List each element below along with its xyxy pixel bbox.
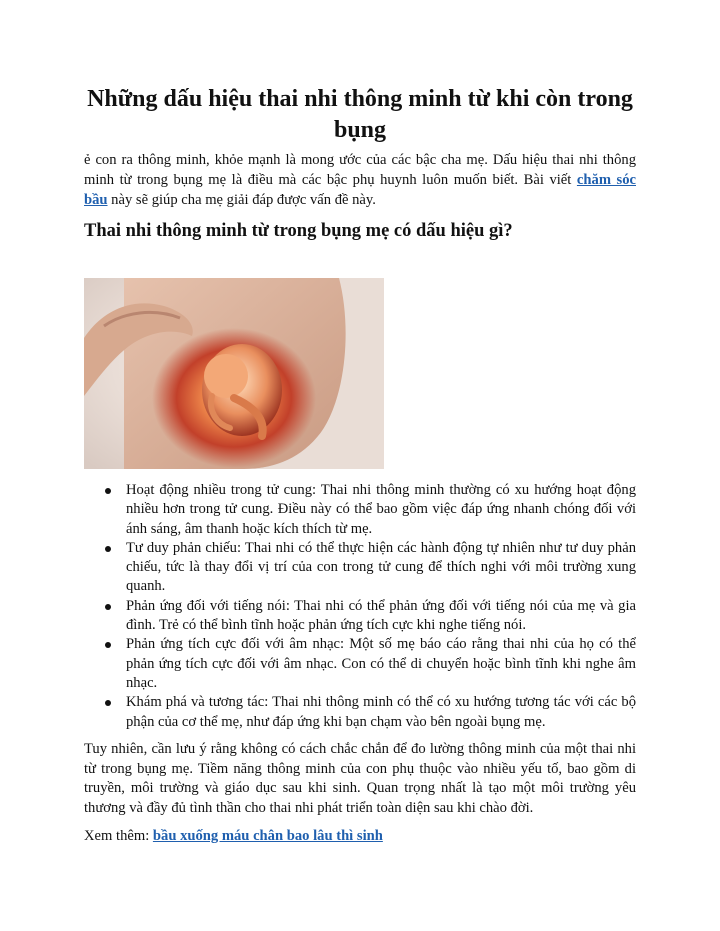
see-more-label: Xem thêm: (84, 828, 153, 844)
bullet-icon (105, 488, 111, 494)
intro-line-3 (84, 190, 636, 210)
cham-soc-link[interactable]: chăm sóc (576, 172, 636, 188)
list-item-text: Phản ứng đối với tiếng nói: Thai nhi có thể phản ứng đối với tiếng nói của mẹ và gia đình. Trẻ có thể bình tĩnh hoặc phản ứng tích cực khi nghe tiếng nói. (126, 597, 636, 634)
intro-paragraph (84, 150, 636, 210)
bau-link[interactable]: bầu (84, 192, 108, 208)
see-more-line (84, 826, 636, 846)
bullet-icon (105, 700, 111, 706)
list-item-text: Phản ứng tích cực đối với âm nhạc: Một số mẹ báo cáo rằng thai nhi của họ có thể phản ứng tích cực đối với âm nhạc. Con có thể di chuyển hoặc bình tĩnh khi nghe âm nhạc. (126, 636, 636, 691)
intro-line-2-text: minh từ trong bụng mẹ là điều mà các bậc phụ huynh luôn muốn biết. Bài viết (84, 172, 577, 188)
conclusion-paragraph: Tuy nhiên, cần lưu ý rằng không có cách chắc chắn để đo lường thông minh của một thai nhi từ trong bụng mẹ. Tiềm năng thông minh của con phụ thuộc vào nhiều yếu tố, bao gồm di truyền, môi trường và giáo dục sau khi sinh. Quan trọng nhất là tạo một môi trường yêu thương và đầy đủ tình thần cho thai nhi phát triển toàn diện sau khi chào đời. (84, 741, 636, 816)
intro-line-2 (84, 170, 636, 190)
page-title: Những dấu hiệu thai nhi thông minh từ khi còn trong bụng (87, 86, 633, 143)
intro-line-1: ẻ con ra thông minh, khỏe mạnh là mong ước của các bậc cha mẹ. Dấu hiệu thai nhi thông (84, 152, 636, 168)
list-item-text: Khám phá và tương tác: Thai nhi thông minh có thể có xu hướng tương tác với các bộ phận của cơ thể mẹ, như đáp ứng khi bạn chạm vào bên ngoài bụng mẹ. (126, 694, 636, 730)
list-item (84, 597, 636, 636)
see-more-link[interactable]: bầu xuống máu chân bao lâu thì sinh (152, 828, 383, 844)
list-item (84, 635, 636, 693)
intro-line-3-text: này sẽ giúp cha mẹ giải đáp được vấn đề này. (107, 192, 376, 208)
list-item (84, 693, 636, 732)
sign-list (84, 481, 636, 732)
bullet-icon (105, 546, 111, 552)
bullet-icon (105, 604, 111, 610)
list-item-text: Hoạt động nhiều trong tử cung: Thai nhi thông minh thường có xu hướng hoạt động nhiều hơn trong tử cung. Điều này có thể bao gồm việc đáp ứng nhanh chóng đối với ánh sáng, âm thanh hoặc kích thích từ mẹ. (126, 482, 636, 537)
list-item-text: Tư duy phản chiếu: Thai nhi có thể thực hiện các hành động tự nhiên như tư duy phản chiếu, tức là thay đổi vị trí của con trong tử cung để thích nghi với môi trường xung quanh. (126, 539, 636, 595)
list-item (84, 481, 636, 539)
section-heading: Thai nhi thông minh từ trong bụng mẹ có dấu hiệu gì? (84, 221, 513, 241)
list-item (84, 539, 636, 597)
fetus-illustration (84, 278, 384, 469)
bullet-icon (105, 642, 111, 648)
